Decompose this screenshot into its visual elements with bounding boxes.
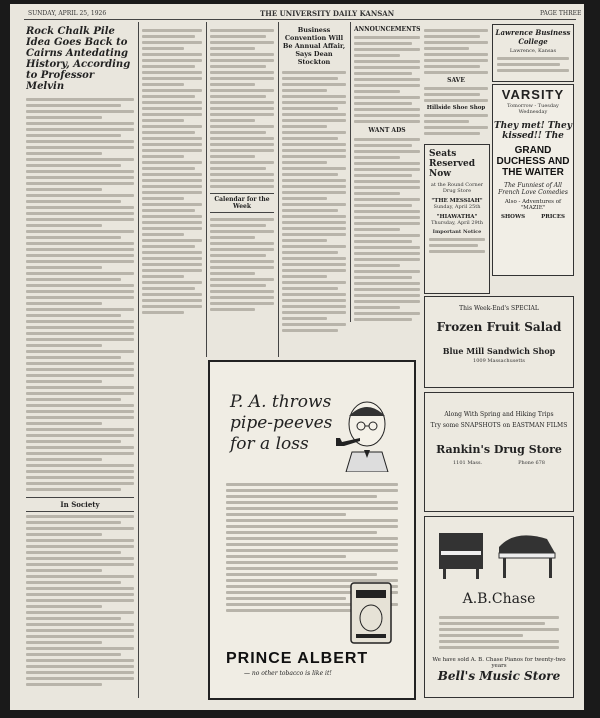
hiawatha-title: "HIAWATHA" (436, 214, 478, 220)
shop-name: Blue Mill Sandwich Shop (442, 346, 556, 356)
business-college-line: Lawrence, Kansas (509, 48, 557, 54)
main-article (26, 26, 134, 688)
masthead-rule (24, 19, 576, 20)
society-body (26, 515, 134, 688)
varsity-shows: SHOWS (501, 214, 526, 220)
announcements-title: ANNOUNCEMENTS (354, 26, 420, 33)
varsity-schedule: Tomorrow - Tuesday Wednesday (507, 103, 559, 115)
special-item: Frozen Fruit Salad (436, 320, 562, 334)
rankin-name: Rankin's Drug Store (436, 443, 562, 456)
business-college-name: Lawrence Business College (495, 28, 571, 46)
prince-albert-ad (208, 360, 416, 700)
seats-note: Important Notice (432, 229, 482, 235)
small-ads-column (424, 26, 488, 144)
masthead-date: SUNDAY, APRIL 25, 1926 (28, 10, 107, 17)
seats-reserved-ad (424, 144, 490, 294)
pa-headline-1: P. A. throws (230, 392, 332, 412)
rankin-ad (424, 392, 574, 512)
seats-title: Seats Reserved Now (429, 149, 475, 179)
calendar-title: Calendar for the Week (210, 193, 274, 213)
save-ad-title: SAVE (447, 77, 465, 84)
hillside-ad-title: Hillside Shoe Shop (426, 105, 486, 111)
pa-headline-2: pipe-peeves (230, 413, 333, 433)
rankin-line1: Along With Spring and Hiking Trips (444, 411, 554, 418)
blue-mill-ad (424, 296, 574, 388)
varsity-name: VARSITY (501, 87, 565, 102)
piano-brand: A.B.Chase (462, 591, 536, 607)
prince-albert-tagline: — no other tobacco is like it! (244, 670, 332, 677)
rankin-phone: Phone 678 (518, 460, 545, 466)
music-store-name: Bell's Music Store (437, 669, 561, 683)
varsity-tagline: The Funniest of All French Love Comedies (498, 182, 568, 196)
column-rule (278, 22, 279, 357)
column-rule (350, 22, 351, 322)
man-with-pipe-illustration (322, 392, 402, 472)
article-continuation (142, 26, 202, 354)
newspaper-page (10, 4, 584, 710)
pa-headline-3: for a loss (230, 434, 309, 454)
want-ads-title: WANT ADS (368, 127, 406, 134)
piano-copy (439, 613, 559, 652)
society-heading: In Society (26, 497, 134, 512)
messiah-title: "THE MESSIAH" (431, 198, 483, 204)
business-college-ad (492, 24, 574, 82)
prince-albert-brand: PRINCE ALBERT (226, 650, 369, 667)
masthead-page: PAGE THREE (540, 10, 582, 17)
announcements-column (354, 26, 420, 322)
varsity-quote: They met! They kissed!! The (493, 121, 573, 141)
varsity-also: Also - Adventures of "MAZIE" (504, 199, 562, 211)
column-rule (206, 22, 207, 357)
special-heading: This Week-End's SPECIAL (459, 305, 539, 312)
varsity-ad (492, 84, 574, 276)
rankin-line2: Try some SNAPSHOTS on EASTMAN FILMS (430, 422, 568, 429)
masthead-paper: THE UNIVERSITY DAILY KANSAN (260, 9, 395, 18)
prince-albert-headline (230, 392, 332, 455)
column-rule (138, 22, 139, 698)
piano-illustration (435, 525, 563, 581)
rankin-address: 1101 Mass. (453, 460, 483, 466)
convention-article (282, 26, 346, 354)
main-article-headline: Rock Chalk Pile Idea Goes Back to Cairns Antedating History, According to Professor Melvin (26, 26, 131, 92)
piano-note: We have sold A. B. Chase Pianos for twenty-two years (432, 657, 566, 669)
hiawatha-date: Thursday, April 29th (431, 220, 483, 226)
tobacco-tin-illustration (348, 580, 394, 646)
varsity-title: GRAND DUCHESS AND THE WAITER (496, 145, 570, 178)
shop-address: 1009 Massachusetts (473, 358, 525, 364)
piano-ad (424, 516, 574, 698)
seats-location: at the Round Corner Drug Store (430, 182, 484, 194)
messiah-date: Sunday, April 25th (433, 204, 481, 210)
main-article-body (26, 98, 134, 491)
convention-headline: Business Convention Will Be Annual Affair, Says Dean Stockton (282, 26, 346, 66)
varsity-prices: PRICES (541, 214, 565, 220)
calendar-column (210, 26, 274, 354)
